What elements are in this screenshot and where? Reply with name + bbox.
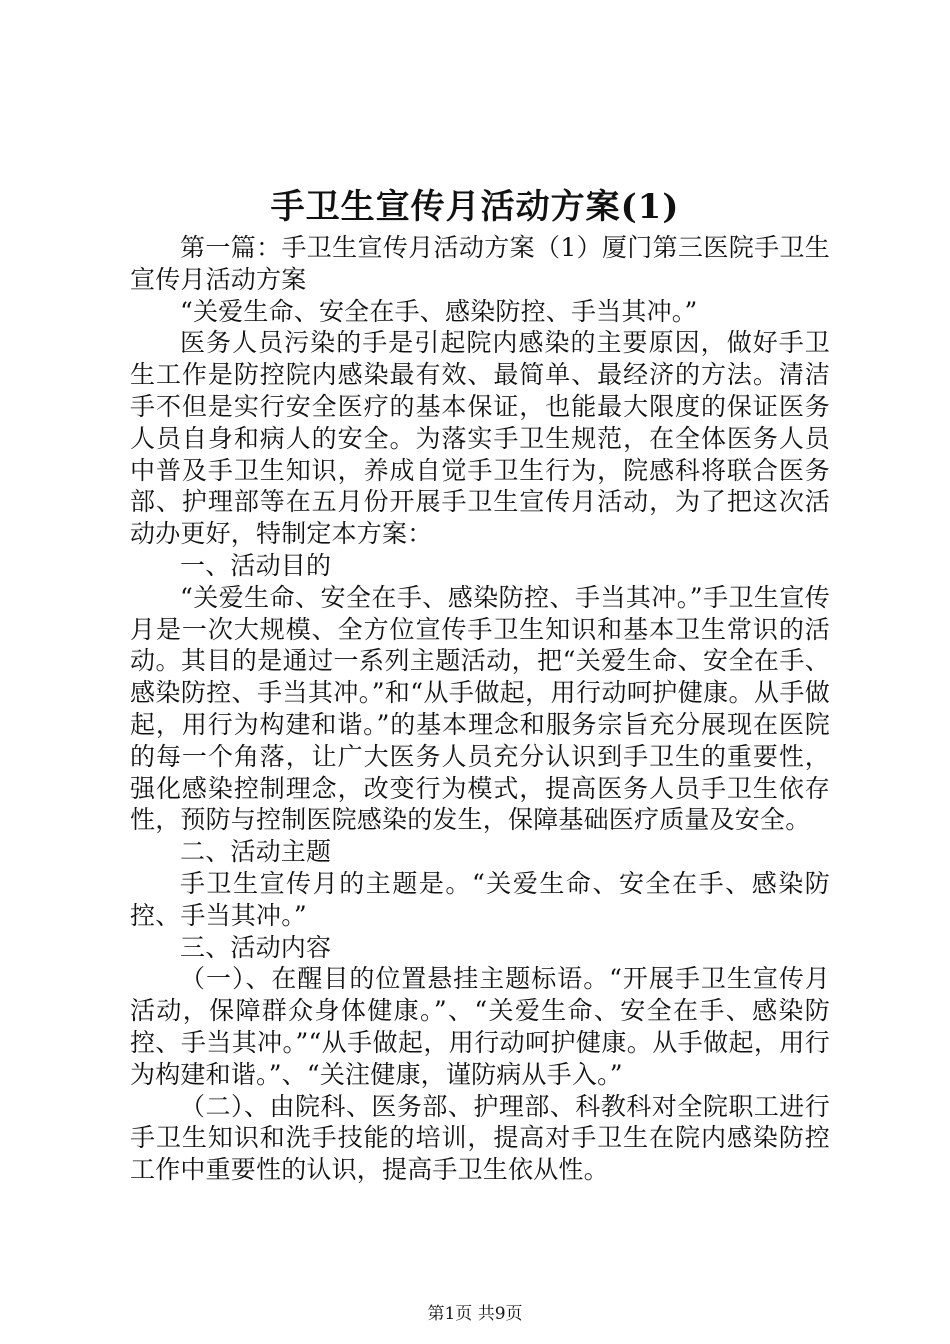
paragraph-slogan: “关爱生命、安全在手、感染防控、手当其冲。”: [180, 296, 698, 326]
document-body: [130, 232, 830, 1186]
paragraph-content-item-2: （二）、由院科、医务部、护理部、科教科对全院职工进行手卫生知识和洗手技能的培训，提高对手卫生在院内感染防控工作中重要性的认识，提高手卫生依从性。: [130, 1091, 830, 1185]
section-heading-purpose: 一、活动目的: [180, 550, 332, 580]
paragraph-purpose: “关爱生命、安全在手、感染防控、手当其冲。”手卫生宣传月是一次大规模、全方位宣传手卫生知识和基本卫生常识的活动。其目的是通过一系列主题活动，把“关爱生命、安全在手、感染防控、手当其冲。”和“从手做起，用行动呵护健康。从手做起，用行为构建和谐。”的基本理念和服务宗旨充分展现在医院的每一个角落，让广大医务人员充分认识到手卫生的重要性，强化感染控制理念，改变行为模式，提高医务人员手卫生依存性，预防与控制医院感染的发生，保障基础医疗质量及安全。: [130, 582, 830, 835]
section-heading-theme: 二、活动主题: [180, 837, 332, 867]
paragraph-first-chapter: 第一篇：手卫生宣传月活动方案（1）厦门第三医院手卫生宣传月活动方案: [130, 233, 830, 294]
section-heading-content: 三、活动内容: [180, 932, 332, 962]
page-number-footer: 第1页 共9页: [427, 1304, 523, 1324]
paragraph-content-item-1: （一）、在醒目的位置悬挂主题标语。“开展手卫生宣传月活动，保障群众身体健康。”、“关爱生命、安全在手、感染防控、手当其冲。”“从手做起，用行动呵护健康。从手做起，用行为构建和谐。”、“关注健康，谨防病从手入。”: [130, 964, 830, 1089]
paragraph-introduction: 医务人员污染的手是引起院内感染的主要原因，做好手卫生工作是防控院内感染最有效、最简单、最经济的方法。清洁手不但是实行安全医疗的基本保证，也能最大限度的保证医务人员自身和病人的安全。为落实手卫生规范，在全体医务人员中普及手卫生知识，养成自觉手卫生行为，院感科将联合医务部、护理部等在五月份开展手卫生宣传月活动，为了把这次活动办更好，特制定本方案：: [130, 328, 830, 549]
document-title: 手卫生宣传月活动方案(1): [270, 187, 680, 227]
paragraph-theme: 手卫生宣传月的主题是。“关爱生命、安全在手、感染防控、手当其冲。”: [130, 868, 830, 930]
